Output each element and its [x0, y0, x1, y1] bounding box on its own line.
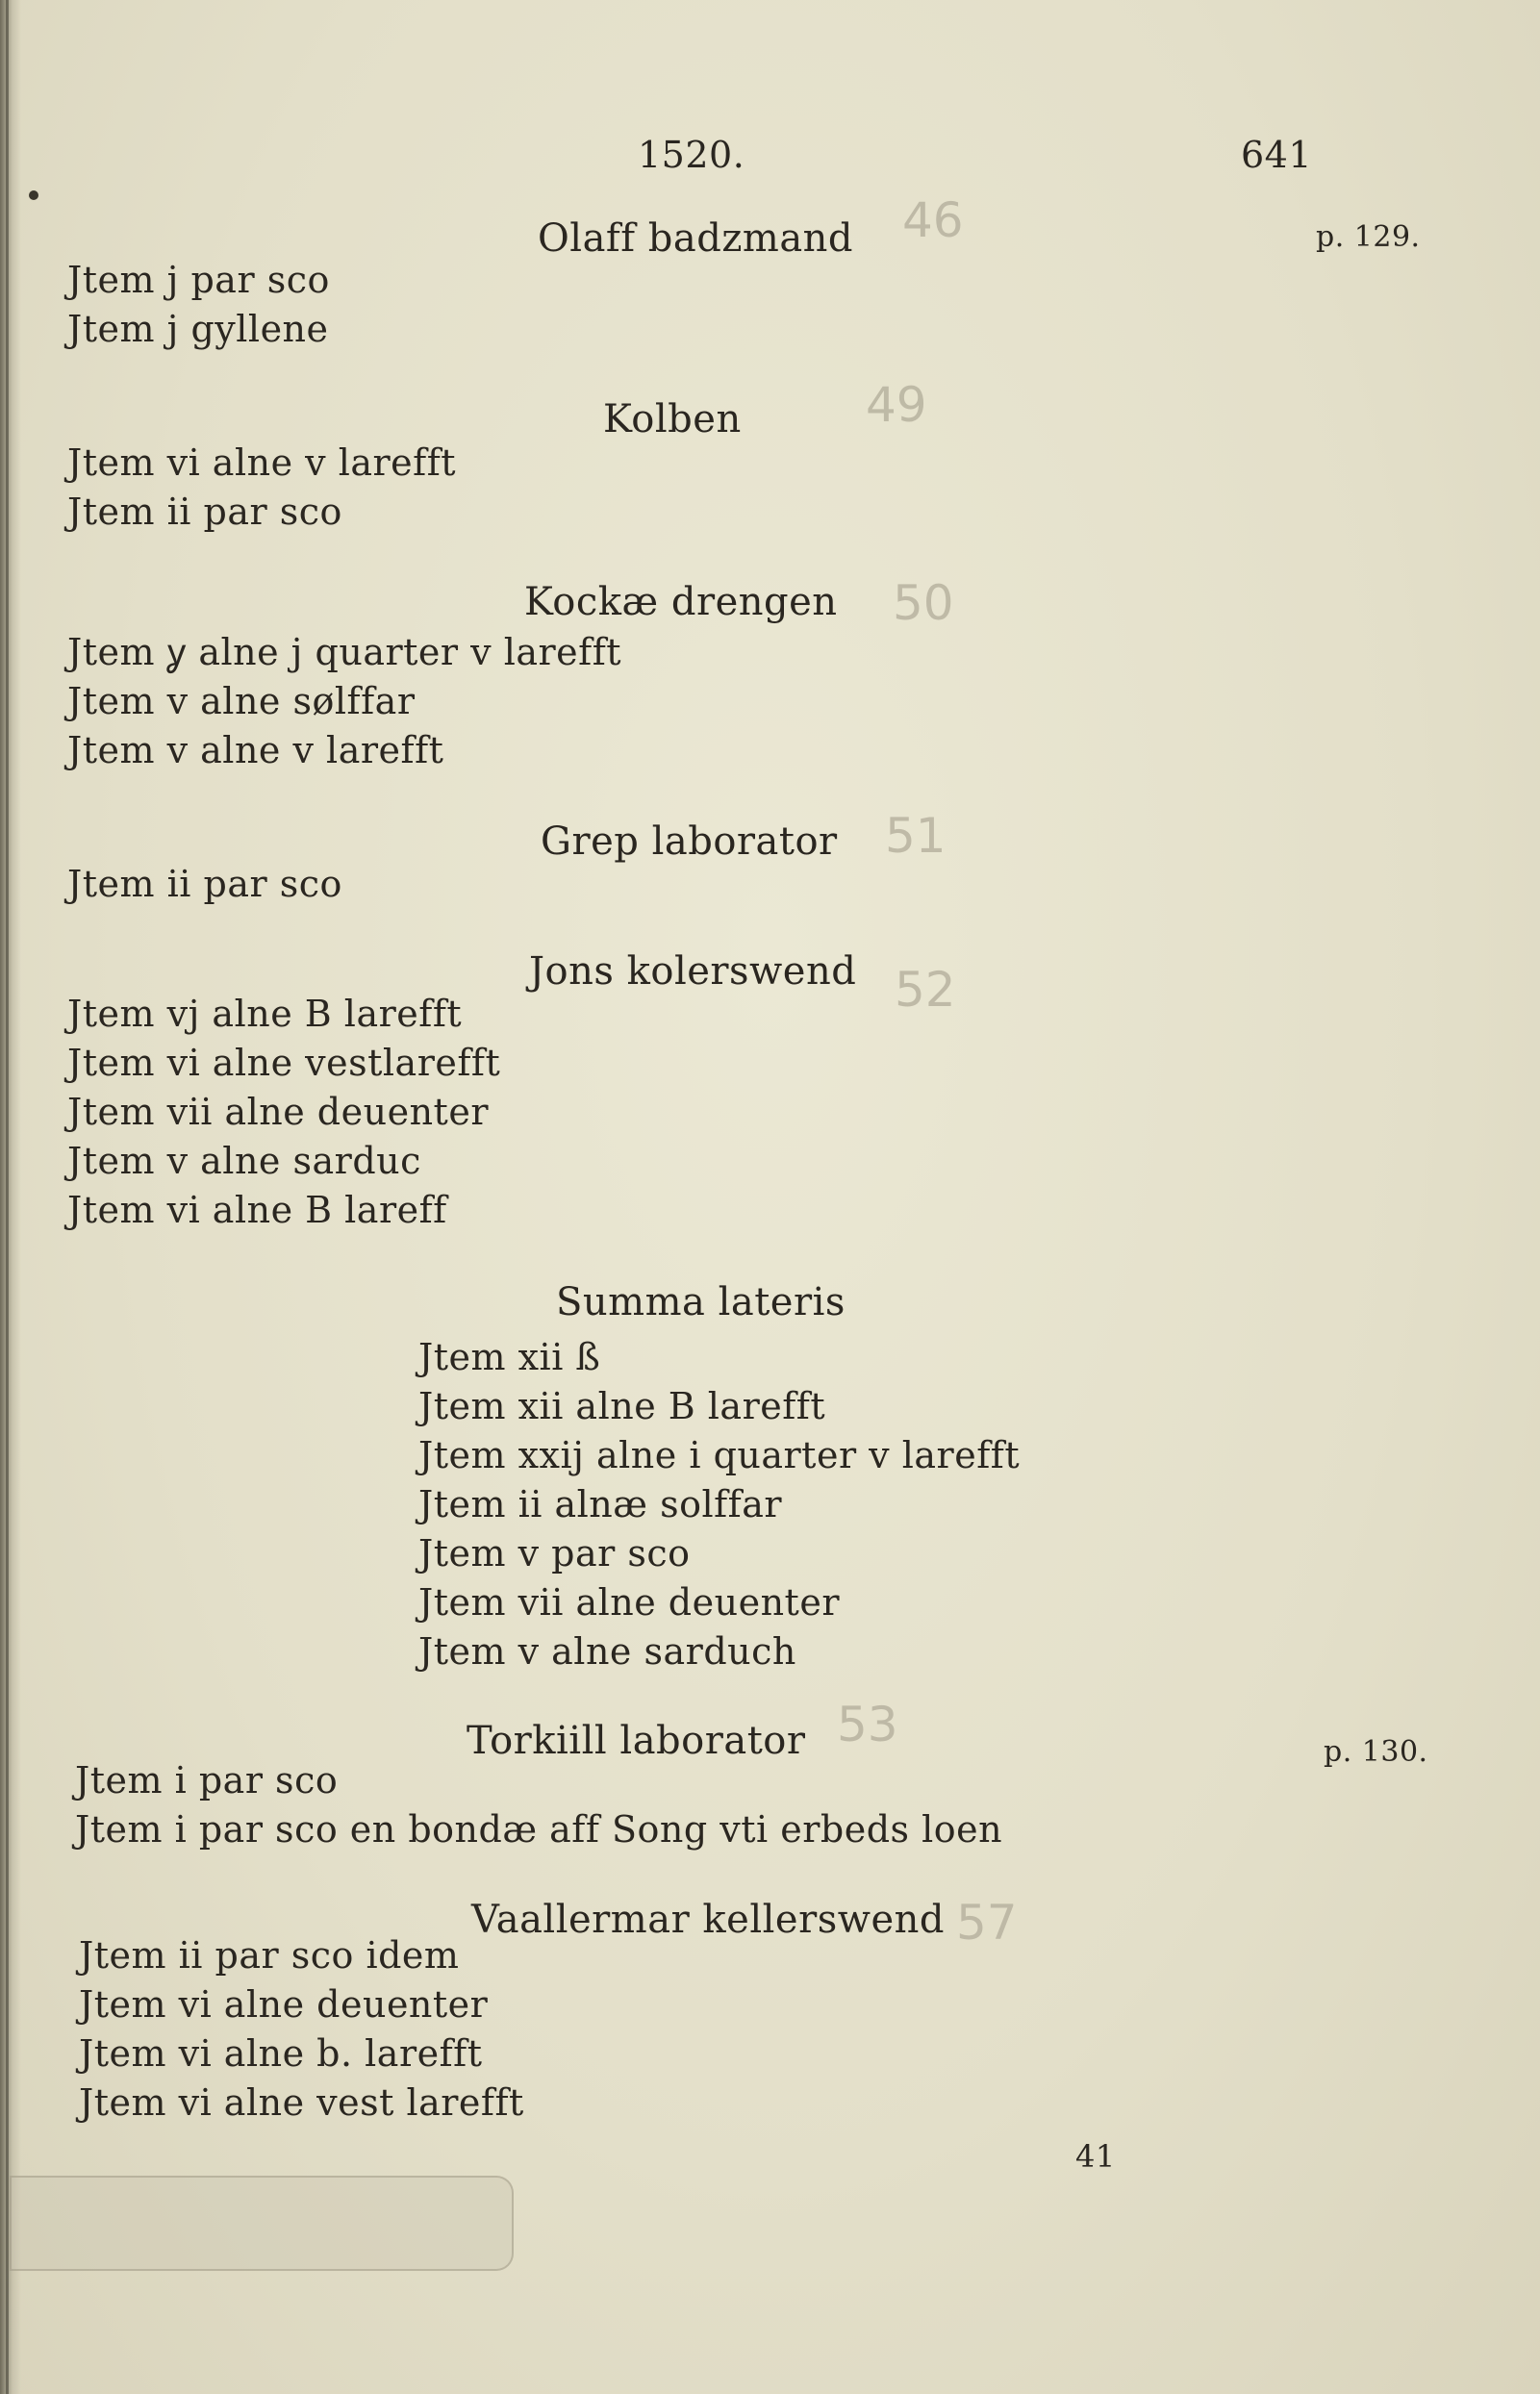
entry-line: Jtem vi alne b. larefft [79, 2032, 483, 2075]
summary-line: Jtem ii alnæ solffar [418, 1483, 783, 1525]
paper-stain [10, 2176, 514, 2271]
pencil-mark: 57 [956, 1895, 1018, 1951]
entry-line: Jtem j par sco [67, 259, 330, 301]
entry-line: Jtem v alne sarduc [67, 1140, 421, 1182]
summary-line: Jtem xii alne B larefft [418, 1385, 826, 1427]
entry-line: Jtem vi alne vest larefft [79, 2081, 524, 2124]
pencil-mark: 50 [893, 575, 954, 631]
section-heading-grep: Grep laborator [541, 819, 838, 864]
pencil-mark: 51 [885, 808, 947, 864]
binding-line [6, 0, 9, 2394]
summary-line: Jtem v alne sarduch [418, 1630, 796, 1673]
entry-line: Jtem ỿ alne j quarter v larefft [67, 631, 622, 673]
section-heading-kockae: Kockæ drengen [524, 580, 838, 624]
pencil-mark: 53 [837, 1697, 898, 1752]
entry-line: Jtem vi alne vestlarefft [67, 1042, 501, 1084]
entry-line: Jtem ii par sco idem [79, 1934, 460, 1977]
entry-line: Jtem ii par sco [67, 491, 342, 533]
section-heading-olaff: Olaff badzmand [538, 216, 854, 261]
book-spine-shadow [0, 0, 21, 2394]
entry-line: Jtem ii par sco [67, 863, 342, 905]
entry-line: Jtem vi alne deuenter [79, 1983, 489, 2026]
entry-line: Jtem vi alne v larefft [67, 441, 457, 484]
pencil-mark: 46 [902, 192, 964, 248]
ink-dot [29, 190, 38, 200]
page-year: 1520. [638, 134, 745, 176]
entry-line: Jtem i par sco en bondæ aff Song vti erbeds loen [75, 1808, 1003, 1851]
pencil-mark: 52 [895, 962, 956, 1018]
summary-line: Jtem xxij alne i quarter v larefft [418, 1434, 1021, 1476]
signature-mark: 41 [1075, 2138, 1116, 2175]
section-heading-kolben: Kolben [603, 397, 742, 441]
entry-line: Jtem i par sco [75, 1759, 339, 1802]
summary-line: Jtem v par sco [418, 1532, 691, 1575]
entry-line: Jtem j gyllene [67, 308, 329, 350]
summary-line: Jtem vii alne deuenter [418, 1581, 840, 1624]
section-heading-vaallermar: Vaallermar kellerswend [471, 1898, 945, 1942]
margin-ref-p130: p. 130. [1324, 1735, 1428, 1769]
section-heading-torkiill: Torkiill laborator [467, 1719, 806, 1763]
entry-line: Jtem vj alne B larefft [67, 993, 463, 1035]
section-heading-summa: Summa lateris [556, 1280, 846, 1324]
margin-ref-p129: p. 129. [1316, 220, 1421, 254]
entry-line: Jtem v alne sølffar [67, 680, 416, 722]
pencil-mark: 49 [866, 377, 927, 433]
page-number: 641 [1241, 134, 1313, 176]
entry-line: Jtem vii alne deuenter [67, 1091, 489, 1133]
entry-line: Jtem vi alne B lareff [67, 1189, 447, 1231]
entry-line: Jtem v alne v larefft [67, 729, 444, 771]
summary-line: Jtem xii ß [418, 1336, 601, 1378]
section-heading-jons: Jons kolerswend [529, 949, 857, 994]
